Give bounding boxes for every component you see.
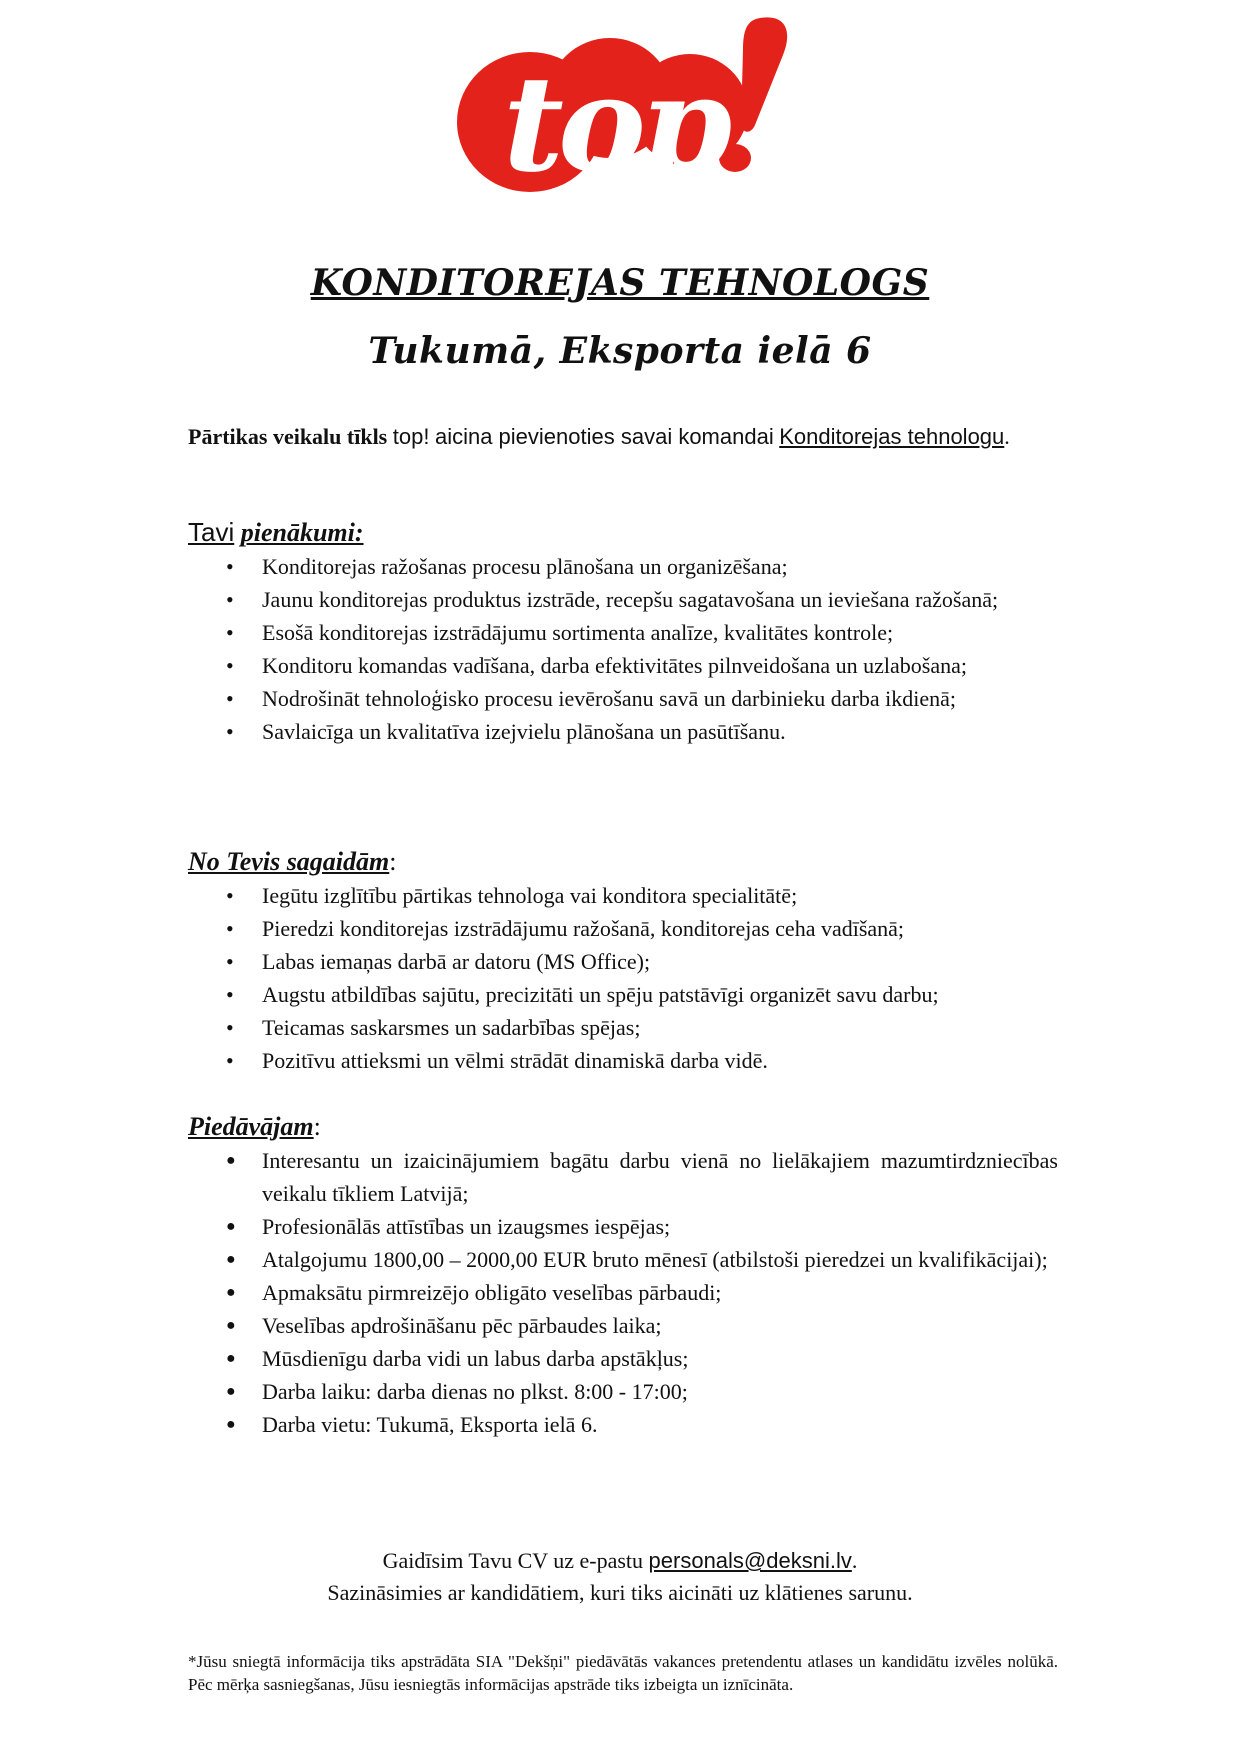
offer-heading: [188, 1110, 1058, 1144]
requirements-heading-suffix: :: [389, 847, 397, 876]
top-logo-graphic: [455, 10, 815, 200]
list-item: • Savlaicīga un kvalitatīva izejvielu plānošana un pasūtīšanu.: [188, 715, 1058, 748]
list-item: • Pozitīvu attieksmi un vēlmi strādāt dinamiskā darba vidē.: [188, 1044, 1058, 1077]
svg-text:top: top: [503, 47, 727, 200]
intro-company: top!: [392, 424, 430, 449]
requirements-heading: [188, 845, 1058, 879]
list-item: ● Profesionālās attīstības un izaugsmes iespējas;: [188, 1210, 1058, 1243]
duties-list: [188, 550, 1058, 748]
list-item: • Konditoru komandas vadīšana, darba efektivitātes pilnveidošana un uzlabošana;: [188, 649, 1058, 682]
duties-heading: [188, 515, 1058, 550]
offer-heading-main: Piedāvājam: [188, 1112, 314, 1141]
duties-heading-main: pienākumi:: [240, 518, 364, 547]
duties-section: [188, 515, 1058, 748]
offer-heading-suffix: :: [313, 1112, 321, 1141]
list-item: • Teicamas saskarsmes un sadarbības spējas;: [188, 1011, 1058, 1044]
list-item: • Nodrošināt tehnoloģisko procesu ievērošanu savā un darbinieku darba ikdienā;: [188, 682, 1058, 715]
list-item: ● Atalgojumu 1800,00 – 2000,00 EUR bruto mēnesī (atbilstoši pieredzei un kvalifikācijai);: [188, 1243, 1058, 1276]
requirements-section: [188, 845, 1058, 1077]
list-item: ● Apmaksātu pirmreizējo obligāto veselības pārbaudi;: [188, 1276, 1058, 1309]
requirements-list: [188, 879, 1058, 1077]
top-logo: [455, 10, 815, 200]
intro-middle: aicina pievienoties savai komandai: [434, 424, 774, 449]
list-item: ● Veselības apdrošināšanu pēc pārbaudes laika;: [188, 1309, 1058, 1342]
page-subtitle: Tukumā, Eksporta ielā 6: [368, 330, 872, 372]
contact-email-link[interactable]: personals@deksni.lv: [648, 1548, 852, 1573]
list-item: ● Interesantu un izaicinājumiem bagātu darbu vienā no lielākajiem mazumtirdzniecības veikalu tīkliem Latvijā;: [188, 1144, 1058, 1210]
list-item: • Augstu atbildības sajūtu, precizitāti un spēju patstāvīgi organizēt savu darbu;: [188, 978, 1058, 1011]
list-item: • Jaunu konditorejas produktus izstrāde, recepšu sagatavošana un ieviešana ražošanā;: [188, 583, 1058, 616]
intro-position: Konditorejas tehnologu: [779, 424, 1005, 449]
requirements-heading-main: No Tevis sagaidām: [188, 847, 390, 876]
duties-heading-prefix: Tavi: [188, 517, 235, 547]
contact-block: [0, 1545, 1240, 1609]
intro-bold: Pārtikas veikalu tīkls: [188, 424, 388, 449]
contact-suffix: .: [851, 1548, 858, 1573]
offer-section: [188, 1110, 1058, 1441]
page-title: KONDITOREJAS TEHNOLOGS: [310, 262, 930, 304]
intro-paragraph: [188, 420, 1058, 454]
intro-end: .: [1004, 424, 1010, 449]
contact-line-1: [0, 1545, 1240, 1577]
list-item: • Labas iemaņas darbā ar datoru (MS Office);: [188, 945, 1058, 978]
offer-list: [188, 1144, 1058, 1441]
list-item: • Esošā konditorejas izstrādājumu sortimenta analīze, kvalitātes kontrole;: [188, 616, 1058, 649]
list-item: ● Darba vietu: Tukumā, Eksporta ielā 6.: [188, 1408, 1058, 1441]
list-item: • Pieredzi konditorejas izstrādājumu ražošanā, konditorejas ceha vadīšanā;: [188, 912, 1058, 945]
contact-line-2: Sazināsimies ar kandidātiem, kuri tiks aicināti uz klātienes sarunu.: [327, 1580, 913, 1605]
contact-prefix: Gaidīsim Tavu CV uz e-pastu: [382, 1548, 644, 1573]
list-item: • Iegūtu izglītību pārtikas tehnologa vai konditora specialitātē;: [188, 879, 1058, 912]
list-item: • Konditorejas ražošanas procesu plānošana un organizēšana;: [188, 550, 1058, 583]
list-item: ● Mūsdienīgu darba vidi un labus darba apstākļus;: [188, 1342, 1058, 1375]
list-item: ● Darba laiku: darba dienas no plkst. 8:00 - 17:00;: [188, 1375, 1058, 1408]
privacy-note: *Jūsu sniegtā informācija tiks apstrādāta SIA "Dekšņi" piedāvātās vakances pretendentu atlases un kandidātu izvēles nolūkā. Pēc mērķa sasniegšanas, Jūsu iesniegtās informācijas apstrāde tiks izbeigta un iznīcināta.: [188, 1652, 1058, 1694]
